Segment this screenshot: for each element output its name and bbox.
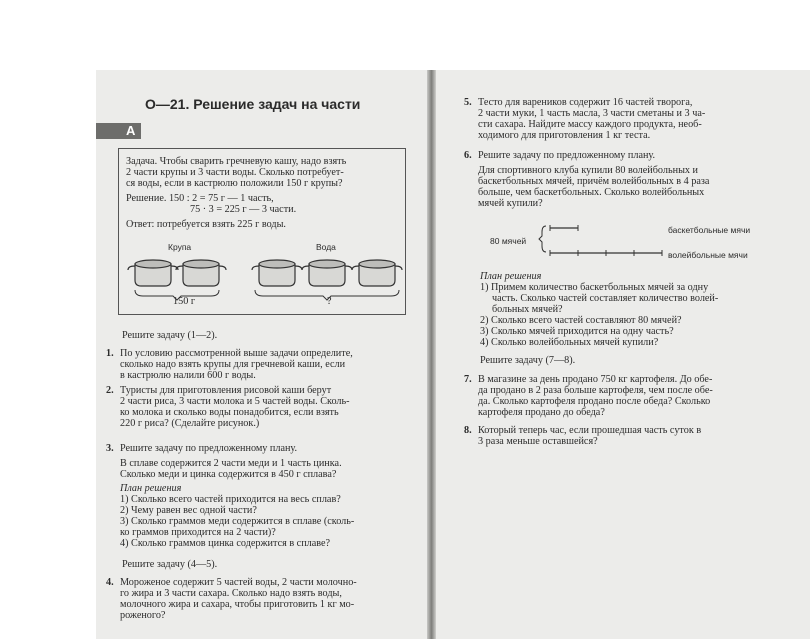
- problem-4-line: молочного жира и сахара, чтобы приготовить 1 кг мо-: [120, 599, 355, 610]
- plan-step: больных мячей?: [492, 304, 563, 315]
- problem-2-line: ко молока и сколько воды понадобится, если взять: [120, 407, 339, 418]
- plan-step: 1) Примем количество баскетбольных мячей за одну: [480, 282, 709, 293]
- problem-5-line: 2 части муки, 1 часть масла, 3 части сметаны и 3 ча-: [478, 108, 706, 119]
- plan-step: часть. Сколько частей составляет количество волей-: [492, 293, 719, 304]
- example-line-3: ся воды, если в кастрюлю положили 150 г крупы?: [126, 178, 343, 189]
- problem-5-line: Тесто для вареников содержит 16 частей творога,: [478, 97, 693, 108]
- problem-2-line: Туристы для приготовления рисовой каши берут: [120, 385, 332, 396]
- problem-4-line: роженого?: [120, 610, 166, 621]
- pot-icon: [302, 260, 352, 286]
- problem-1-number: 1.: [106, 348, 114, 359]
- pot-icon: [176, 260, 226, 286]
- brace-right-label: ?: [327, 296, 332, 307]
- problem-1-line: в кастрюлю налили 600 г воды.: [120, 370, 256, 381]
- plan-step: 2) Сколько всего частей составляют 80 мячей?: [480, 315, 682, 326]
- brace-left-label: 150 г: [173, 296, 196, 307]
- plan-step: 4) Сколько волейбольных мячей купили?: [480, 337, 659, 348]
- pot-icon: [352, 260, 402, 286]
- problem-8-line: Который теперь час, если прошедшая часть суток в: [478, 425, 702, 436]
- problem-7-line: да продано в 2 раза больше картофеля, чем после обе-: [478, 385, 713, 396]
- diagram-volley-label: волейбольные мячи: [668, 250, 748, 260]
- problem-1-line: сколько надо взять крупы для гречневой каши, если: [120, 359, 346, 370]
- problem-4-line: Мороженое содержит 5 частей воды, 2 части молочно-: [120, 577, 357, 588]
- answer-line: Ответ: потребуется взять 225 г воды.: [126, 219, 286, 230]
- problem-4-number: 4.: [106, 577, 114, 588]
- problem-2-line: 2 части риса, 3 части молока и 5 частей воды. Сколь-: [120, 396, 350, 407]
- example-line-1: Задача. Чтобы сварить гречневую кашу, надо взять: [126, 156, 347, 167]
- problem-3-line: В сплаве содержится 2 части меди и 1 часть цинка.: [120, 458, 342, 469]
- label-krupa: Крупа: [168, 242, 192, 252]
- problem-1-line: По условию рассмотренной выше задачи определите,: [120, 348, 353, 359]
- problem-5-line: сти сахара. Найдите массу каждого продукта, необ-: [478, 119, 702, 130]
- problem-6-line: баскетбольных мячей, причём волейбольных в 4 раза: [478, 176, 710, 187]
- plan-heading: План решения: [120, 483, 182, 494]
- problem-4-line: го жира и 3 части сахара. Сколько надо взять воды,: [120, 588, 342, 599]
- section-a-badge: A: [96, 123, 141, 139]
- solve-7-8-heading: Решите задачу (7—8).: [480, 355, 576, 366]
- problem-2-line: 220 г риса? (Сделайте рисунок.): [120, 418, 260, 429]
- segment-diagram: [538, 222, 668, 262]
- plan-step: 2) Чему равен вес одной части?: [120, 505, 257, 516]
- problem-8-number: 8.: [464, 425, 472, 436]
- diagram-brace: [539, 226, 546, 252]
- example-line-2: 2 части крупы и 3 части воды. Сколько потребует-: [126, 167, 344, 178]
- plan-step: 4) Сколько граммов цинка содержится в сплаве?: [120, 538, 331, 549]
- plan-step: 3) Сколько граммов меди содержится в сплаве (сколь-: [120, 516, 355, 527]
- plan-step: 3) Сколько мячей приходится на одну часть?: [480, 326, 674, 337]
- problem-8-line: 3 раза меньше оставшейся?: [478, 436, 598, 447]
- problem-6-line: Для спортивного клуба купили 80 волейбольных и: [478, 165, 698, 176]
- solution-line-2: 75 · 3 = 225 г — 3 части.: [190, 204, 297, 215]
- pots-illustration: [125, 252, 405, 307]
- plan-heading: План решения: [480, 271, 542, 282]
- problem-7-number: 7.: [464, 374, 472, 385]
- problem-7-line: да. Сколько картофеля продано после обеда? Сколько: [478, 396, 711, 407]
- label-voda: Вода: [316, 242, 336, 252]
- solve-4-5-heading: Решите задачу (4—5).: [122, 559, 218, 570]
- book-gutter: [427, 70, 436, 639]
- problem-3-line: Сколько меди и цинка содержится в 450 г сплава?: [120, 469, 337, 480]
- problem-3-line: Решите задачу по предложенному плану.: [120, 443, 298, 454]
- diagram-total-label: 80 мячей: [490, 236, 527, 246]
- problem-5-line: ходимого для приготовления 1 кг теста.: [478, 130, 651, 141]
- solution-line-1: Решение. 150 : 2 = 75 г — 1 часть,: [126, 193, 274, 204]
- page-title: О—21. Решение задач на части: [145, 96, 361, 112]
- problem-3-number: 3.: [106, 443, 114, 454]
- diagram-basket-label: баскетбольные мячи: [668, 225, 751, 235]
- plan-step: ко граммов приходится на 2 части)?: [120, 527, 276, 538]
- pot-icon: [128, 260, 178, 286]
- problem-7-line: картофеля продано до обеда?: [478, 407, 605, 418]
- pot-icon: [252, 260, 302, 286]
- problem-2-number: 2.: [106, 385, 114, 396]
- problem-6-number: 6.: [464, 150, 472, 161]
- problem-6-line: мячей купили?: [478, 198, 543, 209]
- problem-5-number: 5.: [464, 97, 472, 108]
- problem-6-line: больше, чем баскетбольных. Сколько волейбольных: [478, 187, 705, 198]
- solve-1-2-heading: Решите задачу (1—2).: [122, 330, 218, 341]
- problem-6-line: Решите задачу по предложенному плану.: [478, 150, 656, 161]
- plan-step: 1) Сколько всего частей приходится на весь сплав?: [120, 494, 341, 505]
- problem-7-line: В магазине за день продано 750 кг картофеля. До обе-: [478, 374, 713, 385]
